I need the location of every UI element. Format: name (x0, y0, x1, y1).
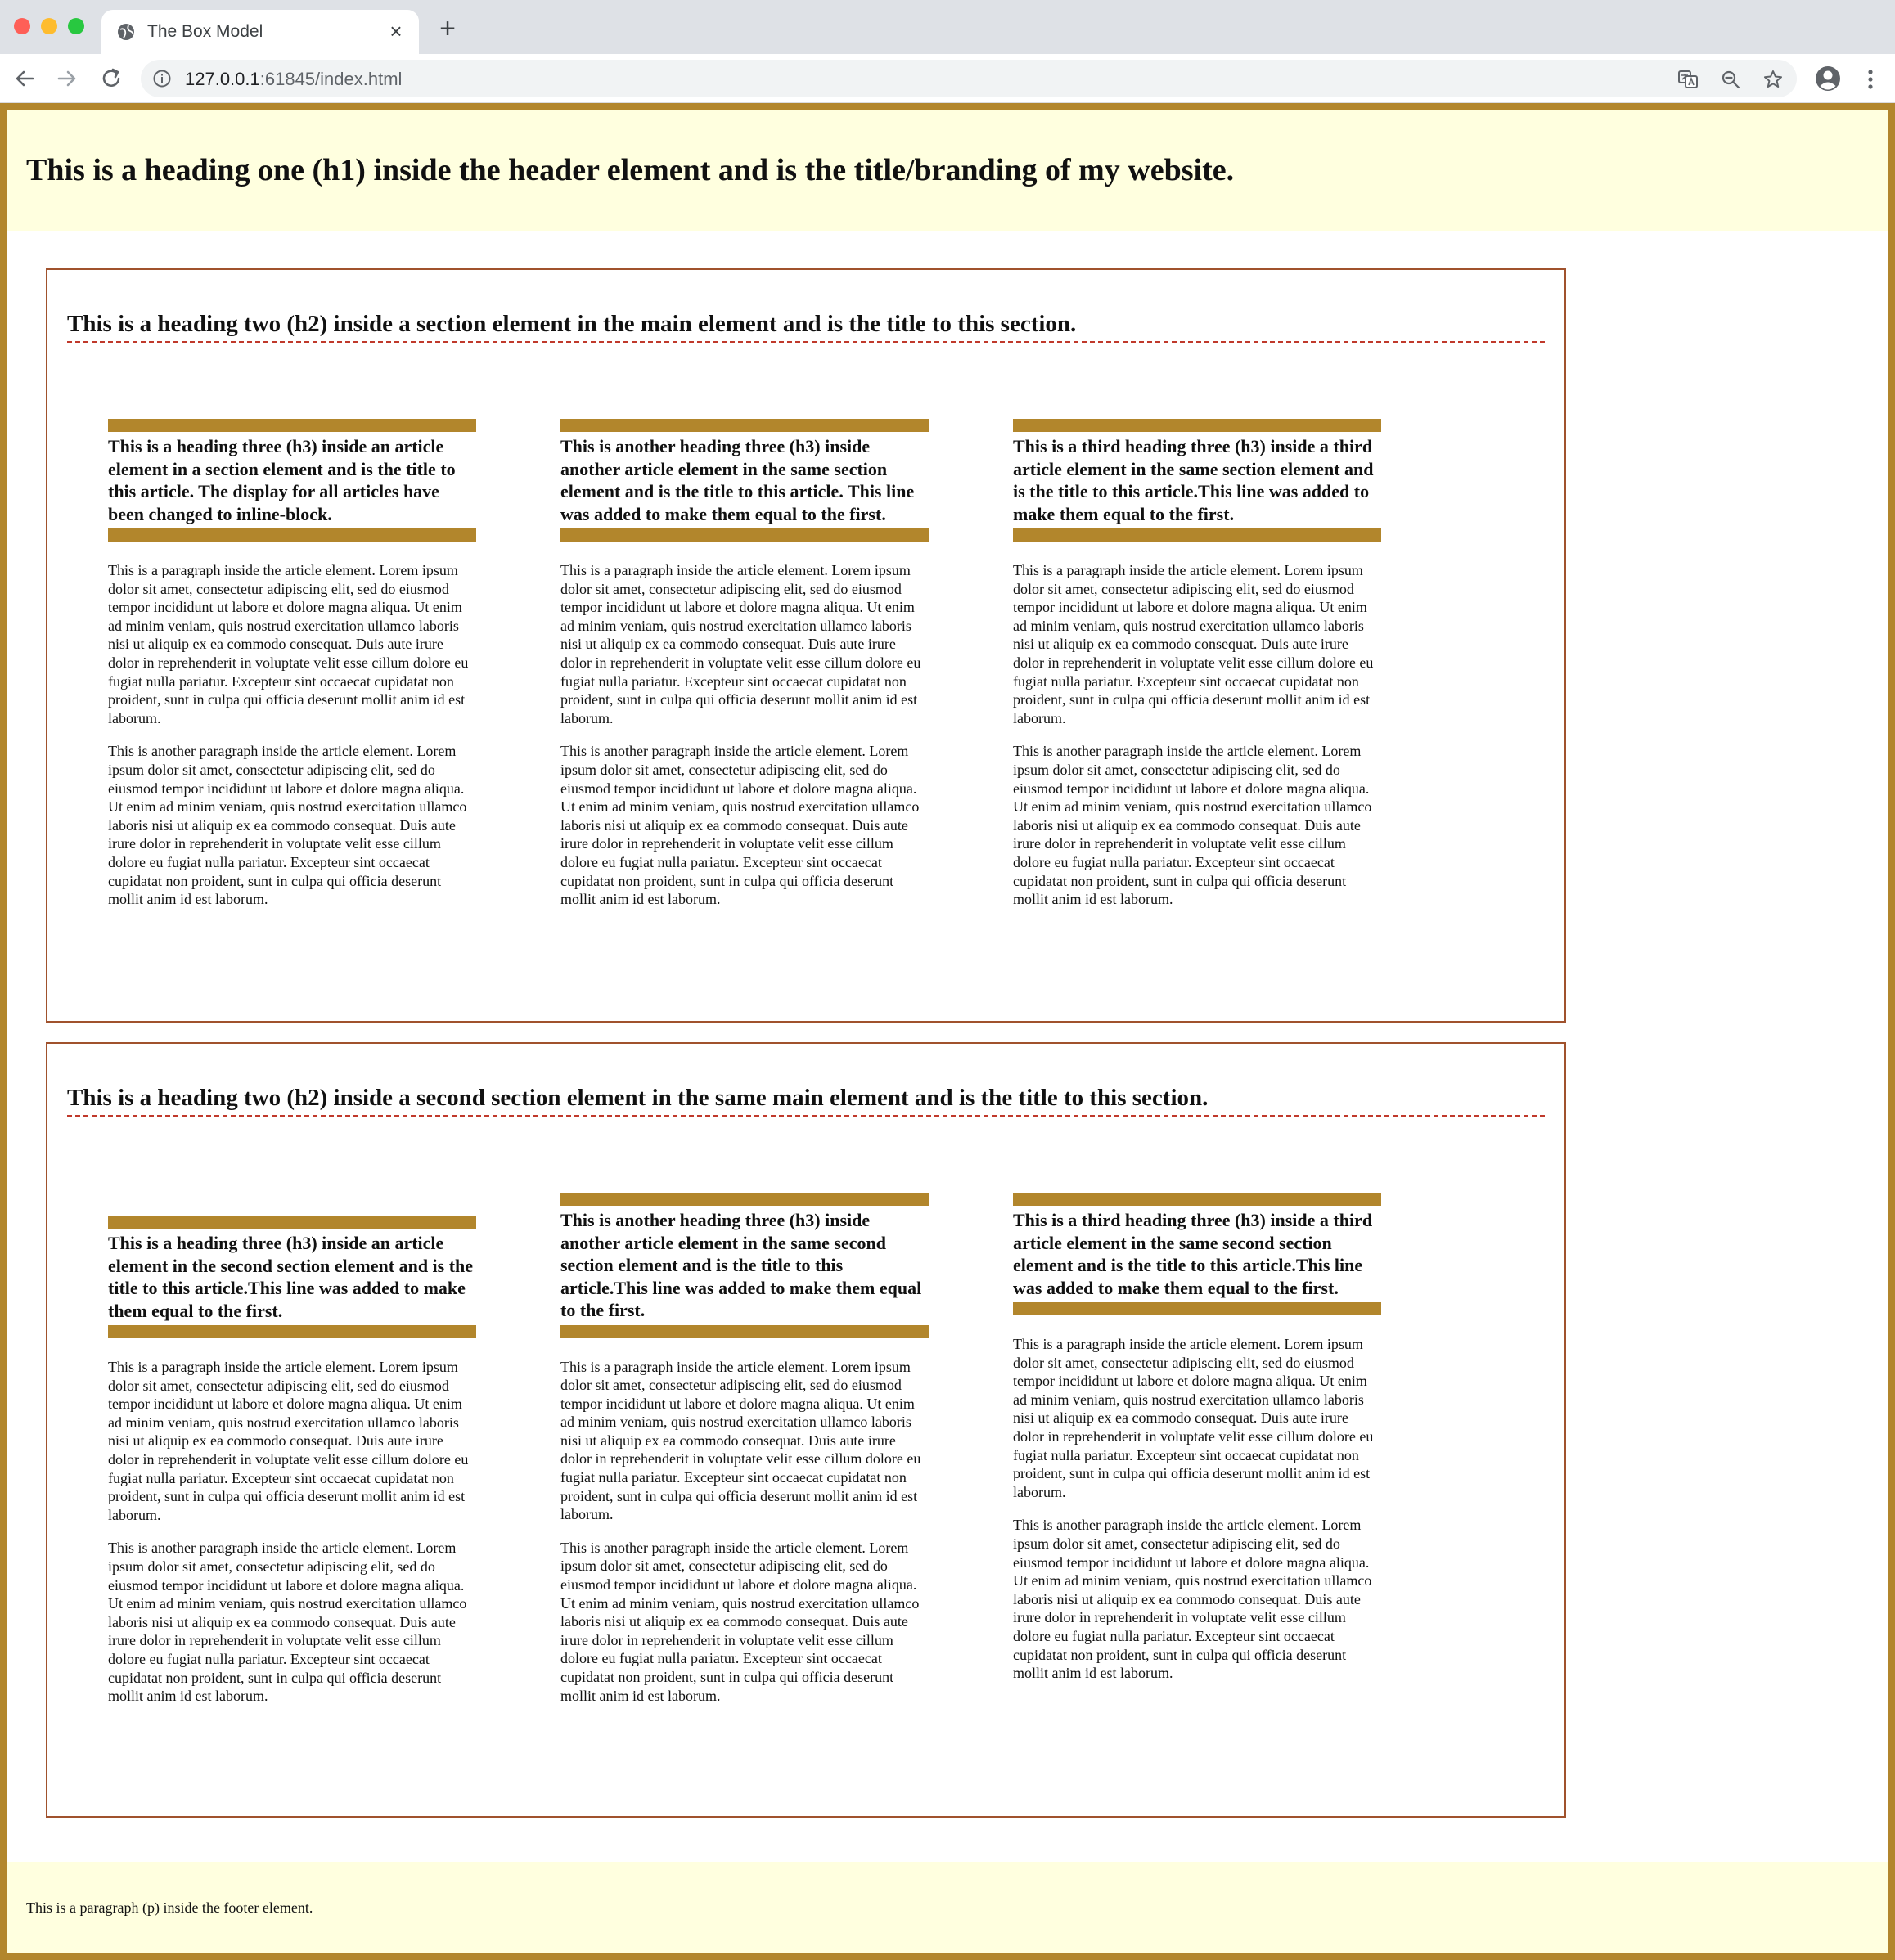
profile-avatar-icon[interactable] (1815, 65, 1841, 92)
article-heading: This is a third heading three (h3) inside a third article element in the same section element and is the title to this article.This line was added to make them equal to the first. (1013, 419, 1381, 542)
info-icon[interactable] (152, 69, 172, 88)
translate-icon[interactable] (1677, 69, 1699, 90)
page-title: This is a heading one (h1) inside the header element and is the title/branding of my website. (26, 153, 1235, 187)
section-2-article-3 (1013, 1193, 1381, 1683)
section-2-article-1 (108, 1216, 476, 1706)
reload-icon[interactable] (98, 65, 124, 92)
article-paragraph-2: This is another paragraph inside the article element. Lorem ipsum dolor sit amet, consectetur adipiscing elit, sed do eiusmod tempor incididunt ut labore et dolore magna aliqua. Ut enim ad minim veniam, quis nostrud exercitation ullamco laboris nisi ut aliquip ex ea commodo consequat. Duis aute irure dolor in reprehenderit in voluptate velit esse cillum dolore eu fugiat nulla pariatur. Excepteur sint occaecat cupidatat non proident, sunt in culpa qui officia deserunt mollit anim id est laborum. (1013, 1517, 1372, 1682)
globe-icon (116, 22, 136, 42)
article-paragraph-1: This is a paragraph inside the article element. Lorem ipsum dolor sit amet, consectetur adipiscing elit, sed do eiusmod tempor incididunt ut labore et dolore magna aliqua. Ut enim ad minim veniam, quis nostrud exercitation ullamco laboris nisi ut aliquip ex ea commodo consequat. Duis aute irure dolor in reprehenderit in voluptate velit esse cillum dolore eu fugiat nulla pariatur. Excepteur sint occaecat cupidatat non proident, sunt in culpa qui officia deserunt mollit anim id est laborum. (560, 1358, 921, 1523)
tab-close-button[interactable]: × (389, 19, 403, 43)
article-paragraph-2: This is another paragraph inside the article element. Lorem ipsum dolor sit amet, consectetur adipiscing elit, sed do eiusmod tempor incididunt ut labore et dolore magna aliqua. Ut enim ad minim veniam, quis nostrud exercitation ullamco laboris nisi ut aliquip ex ea commodo consequat. Duis aute irure dolor in reprehenderit in voluptate velit esse cillum dolore eu fugiat nulla pariatur. Excepteur sint occaecat cupidatat non proident, sunt in culpa qui officia deserunt mollit anim id est laborum. (108, 1540, 467, 1705)
more-options-icon[interactable] (1861, 67, 1880, 92)
section-2-heading: This is a heading two (h2) inside a second section element in the same main element and is the title to this section. (67, 1085, 1545, 1117)
forward-arrow-icon[interactable] (54, 65, 80, 92)
zoom-out-icon[interactable] (1720, 69, 1741, 90)
site-header (7, 110, 1888, 231)
browser-tab-strip (0, 0, 1895, 54)
section-1-article-2 (560, 419, 929, 909)
browser-toolbar (0, 54, 1895, 103)
article-heading: This is another heading three (h3) inside another article element in the same section element and is the title to this article. This line was added to make them equal to the first. (560, 419, 929, 542)
new-tab-button[interactable]: + (439, 13, 456, 44)
section-1 (46, 268, 1566, 1023)
article-paragraph-1: This is a paragraph inside the article element. Lorem ipsum dolor sit amet, consectetur adipiscing elit, sed do eiusmod tempor incididunt ut labore et dolore magna aliqua. Ut enim ad minim veniam, quis nostrud exercitation ullamco laboris nisi ut aliquip ex ea commodo consequat. Duis aute irure dolor in reprehenderit in voluptate velit esse cillum dolore eu fugiat nulla pariatur. Excepteur sint occaecat cupidatat non proident, sunt in culpa qui officia deserunt mollit anim id est laborum. (108, 562, 469, 726)
close-window-button[interactable] (14, 18, 30, 34)
back-arrow-icon[interactable] (11, 65, 38, 92)
article-paragraph-1: This is a paragraph inside the article element. Lorem ipsum dolor sit amet, consectetur adipiscing elit, sed do eiusmod tempor incididunt ut labore et dolore magna aliqua. Ut enim ad minim veniam, quis nostrud exercitation ullamco laboris nisi ut aliquip ex ea commodo consequat. Duis aute irure dolor in reprehenderit in voluptate velit esse cillum dolore eu fugiat nulla pariatur. Excepteur sint occaecat cupidatat non proident, sunt in culpa qui officia deserunt mollit anim id est laborum. (1013, 1336, 1374, 1500)
bookmark-star-icon[interactable] (1762, 69, 1784, 90)
url-path: :61845/index.html (259, 69, 403, 89)
site-footer (7, 1862, 1888, 1953)
article-paragraph-2: This is another paragraph inside the article element. Lorem ipsum dolor sit amet, consectetur adipiscing elit, sed do eiusmod tempor incididunt ut labore et dolore magna aliqua. Ut enim ad minim veniam, quis nostrud exercitation ullamco laboris nisi ut aliquip ex ea commodo consequat. Duis aute irure dolor in reprehenderit in voluptate velit esse cillum dolore eu fugiat nulla pariatur. Excepteur sint occaecat cupidatat non proident, sunt in culpa qui officia deserunt mollit anim id est laborum. (560, 1539, 920, 1704)
section-2 (46, 1042, 1566, 1818)
url-text[interactable] (185, 69, 402, 90)
article-paragraph-2: This is another paragraph inside the article element. Lorem ipsum dolor sit amet, consectetur adipiscing elit, sed do eiusmod tempor incididunt ut labore et dolore magna aliqua. Ut enim ad minim veniam, quis nostrud exercitation ullamco laboris nisi ut aliquip ex ea commodo consequat. Duis aute irure dolor in reprehenderit in voluptate velit esse cillum dolore eu fugiat nulla pariatur. Excepteur sint occaecat cupidatat non proident, sunt in culpa qui officia deserunt mollit anim id est laborum. (108, 743, 467, 908)
section-1-article-3 (1013, 419, 1381, 909)
article-paragraph-1: This is a paragraph inside the article element. Lorem ipsum dolor sit amet, consectetur adipiscing elit, sed do eiusmod tempor incididunt ut labore et dolore magna aliqua. Ut enim ad minim veniam, quis nostrud exercitation ullamco laboris nisi ut aliquip ex ea commodo consequat. Duis aute irure dolor in reprehenderit in voluptate velit esse cillum dolore eu fugiat nulla pariatur. Excepteur sint occaecat cupidatat non proident, sunt in culpa qui officia deserunt mollit anim id est laborum. (108, 1359, 469, 1523)
page-body (7, 110, 1888, 1953)
article-heading: This is a third heading three (h3) inside a third article element in the same second section element and is the title to this article.This line was added to make them equal to the first. (1013, 1193, 1381, 1315)
article-heading: This is another heading three (h3) inside another article element in the same second section element and is the title to this article.This line was added to make them equal to the first. (560, 1193, 929, 1338)
maximize-window-button[interactable] (68, 18, 84, 34)
article-paragraph-2: This is another paragraph inside the article element. Lorem ipsum dolor sit amet, consectetur adipiscing elit, sed do eiusmod tempor incididunt ut labore et dolore magna aliqua. Ut enim ad minim veniam, quis nostrud exercitation ullamco laboris nisi ut aliquip ex ea commodo consequat. Duis aute irure dolor in reprehenderit in voluptate velit esse cillum dolore eu fugiat nulla pariatur. Excepteur sint occaecat cupidatat non proident, sunt in culpa qui officia deserunt mollit anim id est laborum. (1013, 743, 1372, 908)
article-paragraph-2: This is another paragraph inside the article element. Lorem ipsum dolor sit amet, consectetur adipiscing elit, sed do eiusmod tempor incididunt ut labore et dolore magna aliqua. Ut enim ad minim veniam, quis nostrud exercitation ullamco laboris nisi ut aliquip ex ea commodo consequat. Duis aute irure dolor in reprehenderit in voluptate velit esse cillum dolore eu fugiat nulla pariatur. Excepteur sint occaecat cupidatat non proident, sunt in culpa qui officia deserunt mollit anim id est laborum. (560, 743, 920, 908)
section-1-heading: This is a heading two (h2) inside a section element in the main element and is the title to this section. (67, 311, 1545, 343)
minimize-window-button[interactable] (41, 18, 57, 34)
footer-text: This is a paragraph (p) inside the footer element. (26, 1899, 313, 1916)
article-paragraph-1: This is a paragraph inside the article element. Lorem ipsum dolor sit amet, consectetur adipiscing elit, sed do eiusmod tempor incididunt ut labore et dolore magna aliqua. Ut enim ad minim veniam, quis nostrud exercitation ullamco laboris nisi ut aliquip ex ea commodo consequat. Duis aute irure dolor in reprehenderit in voluptate velit esse cillum dolore eu fugiat nulla pariatur. Excepteur sint occaecat cupidatat non proident, sunt in culpa qui officia deserunt mollit anim id est laborum. (560, 562, 921, 726)
browser-tab[interactable] (101, 10, 419, 54)
url-host: 127.0.0.1 (185, 69, 260, 89)
article-heading: This is a heading three (h3) inside an article element in a section element and is the title to this article. The display for all articles have been changed to inline-block. (108, 419, 476, 542)
article-paragraph-1: This is a paragraph inside the article element. Lorem ipsum dolor sit amet, consectetur adipiscing elit, sed do eiusmod tempor incididunt ut labore et dolore magna aliqua. Ut enim ad minim veniam, quis nostrud exercitation ullamco laboris nisi ut aliquip ex ea commodo consequat. Duis aute irure dolor in reprehenderit in voluptate velit esse cillum dolore eu fugiat nulla pariatur. Excepteur sint occaecat cupidatat non proident, sunt in culpa qui officia deserunt mollit anim id est laborum. (1013, 562, 1374, 726)
page-viewport (0, 103, 1895, 1960)
address-bar[interactable] (141, 60, 1797, 97)
tab-title: The Box Model (147, 22, 263, 41)
section-1-article-1 (108, 419, 476, 909)
section-2-article-2 (560, 1193, 929, 1705)
article-heading: This is a heading three (h3) inside an article element in the second section element and is the title to this article.This line was added to make them equal to the first. (108, 1216, 476, 1338)
